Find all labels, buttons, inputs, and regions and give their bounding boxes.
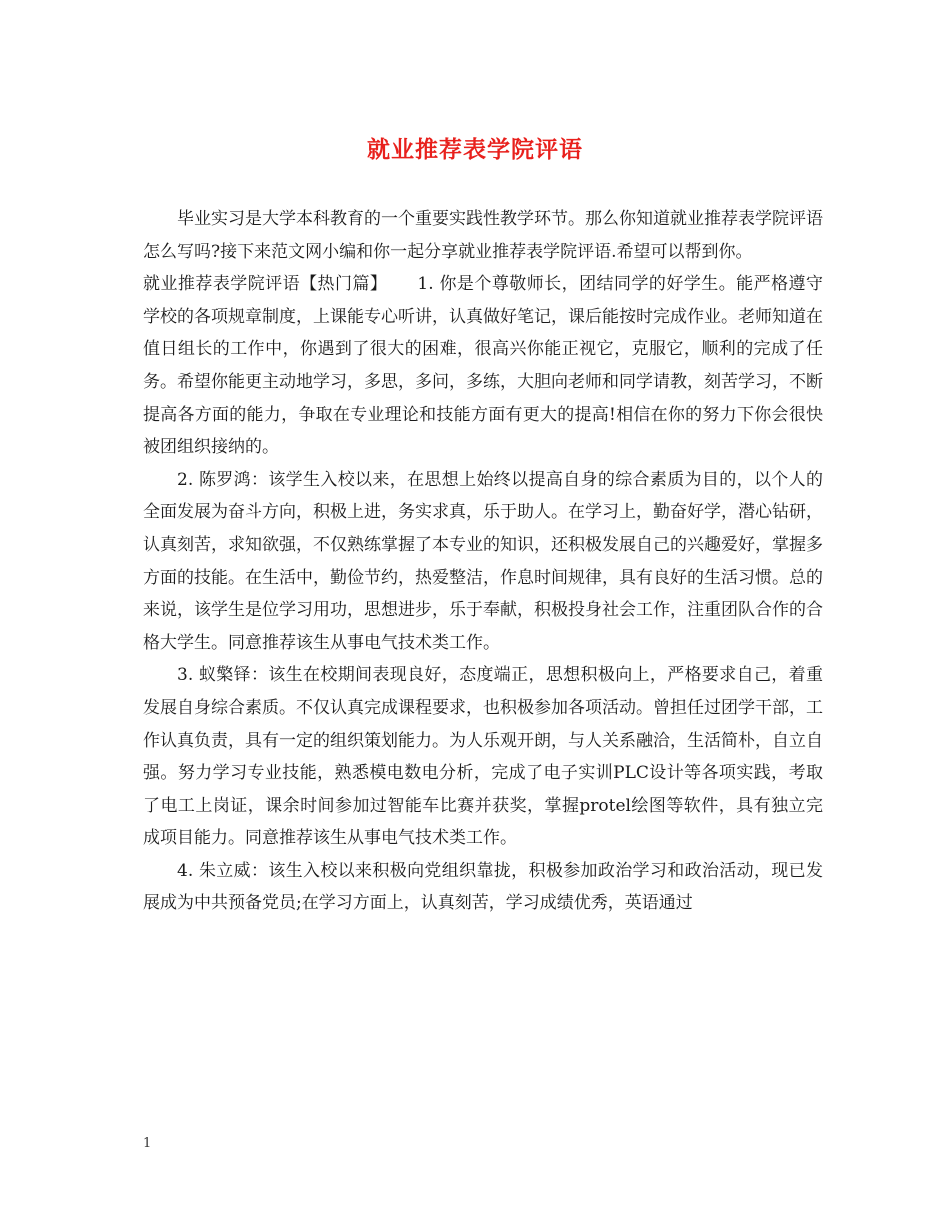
page-number: 1 — [143, 1136, 152, 1151]
comment-text-1: 1. 你是个尊敬师长，团结同学的好学生。能严格遵守学校的各项规章制度，上课能专心听讲，认真做好笔记，课后能按时完成作业。老师知道在值日组长的工作中，你遇到了很大的困难，很高兴你能正视它，克服它，顺利的完成了任务。希望你能更主动地学习，多思，多问，多练，大胆向老师和同学请教，刻苦学习，不断提高各方面的能力，争取在专业理论和技能方面有更大的提高!相信在你的努力下你会很快被团组织接纳的。 — [143, 274, 824, 458]
comment-paragraph-2: 2. 陈罗鸿：该学生入校以来，在思想上始终以提高自身的综合素质为目的，以个人的全面发展为奋斗方向，积极上进，务实求真，乐于助人。在学习上，勤奋好学，潜心钻研，认真刻苦，求知欲强，不仅熟练掌握了本专业的知识，还积极发展自己的兴趣爱好，掌握多方面的技能。在生活中，勤俭节约，热爱整洁，作息时间规律，具有良好的生活习惯。总的来说，该学生是位学习用功，思想进步，乐于奉献，积极投身社会工作，注重团队合作的合格大学生。同意推荐该生从事电气技术类工作。 — [143, 469, 823, 653]
comment-paragraph-3: 3. 蚁檠铎：该生在校期间表现良好，态度端正，思想积极向上，严格要求自己，着重发展自身综合素质。不仅认真完成课程要求，也积极参加各项活动。曾担任过团学干部，工作认真负责，具有一定的组织策划能力。为人乐观开朗，与人关系融洽，生活简朴，自立自强。努力学习专业技能，熟悉模电数电分析，完成了电子实训PLC设计等各项实践，考取了电工上岗证，课余时间参加过智能车比赛并获奖，掌握protel绘图等软件，具有独立完成项目能力。同意推荐该生从事电气技术类工作。 — [143, 665, 823, 849]
comment-paragraph-4: 4. 朱立威：该生入校以来积极向党组织靠拢，积极参加政治学习和政治活动，现已发展成为中共预备党员;在学习方面上，认真刻苦，学习成绩优秀，英语通过 — [143, 860, 823, 914]
section-heading: 就业推荐表学院评语【热门篇】 — [143, 274, 388, 295]
document-body — [143, 203, 823, 920]
intro-paragraph: 毕业实习是大学本科教育的一个重要实践性教学环节。那么你知道就业推荐表学院评语怎么写吗?接下来范文网小编和你一起分享就业推荐表学院评语.希望可以帮到你。 — [143, 209, 823, 262]
page-title: 就业推荐表学院评语 — [367, 136, 583, 163]
comment-paragraph-1 — [143, 268, 823, 464]
